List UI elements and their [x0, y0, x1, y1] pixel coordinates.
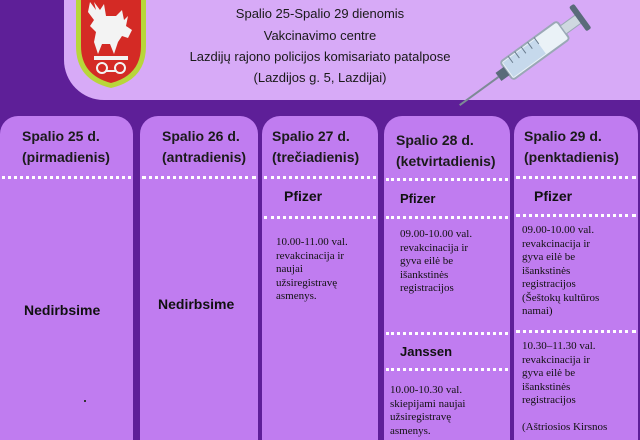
- slot-line: (Aštriosios Kirsnos: [522, 421, 608, 433]
- day-column-friday: [514, 116, 638, 440]
- slot-line: skiepijami naujai: [390, 397, 466, 410]
- divider: [264, 216, 376, 219]
- slot-line: gyva eilė be: [400, 255, 454, 267]
- divider: [386, 178, 508, 181]
- status-closed: Nedirbsime: [24, 302, 101, 318]
- header-address: (Lazdijos g. 5, Lazdijai): [253, 70, 387, 85]
- slot-line: gyva eilė be: [522, 251, 576, 263]
- day-date: Spalio 29 d.: [524, 128, 602, 144]
- slot-line: registracijos: [522, 278, 576, 290]
- slot-line: (Šeštokų kultūros: [522, 291, 600, 304]
- slot-line: 10.00-10.30 val.: [390, 384, 463, 396]
- syringe-icon: [454, 0, 604, 112]
- slot-line: registracijos: [522, 394, 576, 406]
- day-weekday: (pirmadienis): [22, 149, 110, 165]
- divider: [264, 176, 376, 179]
- slot-line: gyva eilė be: [522, 367, 576, 379]
- slot-details: [400, 228, 504, 296]
- vaccine-name: Pfizer: [400, 191, 436, 206]
- day-weekday: (penktadienis): [524, 149, 619, 165]
- slot-line: asmenys.: [390, 424, 431, 437]
- slot-line: revakcinacija ir: [522, 237, 591, 250]
- day-column-thursday: [384, 116, 510, 440]
- slot-line: užsiregistravę: [390, 411, 452, 423]
- divider: [386, 216, 508, 219]
- divider: [516, 214, 636, 217]
- divider: [516, 330, 636, 333]
- slot-details: [276, 236, 372, 304]
- day-weekday: (ketvirtadienis): [396, 153, 496, 169]
- slot-line: namai): [522, 305, 553, 317]
- slot-line: 09.00-10.00 val.: [400, 228, 473, 240]
- divider: [516, 176, 636, 179]
- slot-line: išankstinės: [400, 268, 449, 281]
- header-location-name: Vakcinavimo centre: [263, 28, 377, 43]
- slot-details: [522, 340, 632, 435]
- divider: [386, 332, 508, 335]
- vaccine-name: Janssen: [400, 344, 453, 359]
- divider: [142, 176, 256, 179]
- slot-line: [522, 408, 632, 422]
- slot-line: 10.00-11.00 val.: [276, 236, 348, 248]
- slot-line: naujai: [276, 263, 303, 275]
- slot-line: asmenys.: [276, 290, 317, 302]
- divider: [2, 176, 131, 179]
- slot-line: registracijos: [400, 282, 454, 294]
- slot-line: užsiregistravę: [276, 276, 338, 289]
- slot-line: 10.30–11.30 val.: [522, 340, 596, 352]
- slot-line: išankstinės: [522, 380, 571, 393]
- slot-details: [522, 224, 632, 319]
- status-closed: Nedirbsime: [158, 296, 235, 312]
- day-column-wednesday: [262, 116, 378, 440]
- day-weekday: (trečiadienis): [272, 149, 360, 165]
- vaccine-name: Pfizer: [284, 188, 323, 204]
- header-dates: Spalio 25-Spalio 29 dienomis: [235, 6, 405, 21]
- day-column-monday: [0, 116, 133, 440]
- day-column-tuesday: [140, 116, 258, 440]
- day-weekday: (antradienis): [162, 149, 247, 165]
- day-date: Spalio 28 d.: [396, 132, 474, 148]
- header-location-detail: Lazdijų rajono policijos komisariato patalpose: [189, 49, 451, 64]
- day-date: Spalio 25 d.: [22, 128, 100, 144]
- day-date: Spalio 26 d.: [162, 128, 240, 144]
- slot-line: revakcinacija ir: [400, 241, 469, 254]
- slot-line: 09.00-10.00 val.: [522, 224, 595, 236]
- slot-details: [390, 384, 506, 438]
- divider: [386, 368, 508, 371]
- vaccine-name: Pfizer: [534, 188, 573, 204]
- slot-line: revakcinacija ir: [276, 249, 345, 262]
- day-date: Spalio 27 d.: [272, 128, 350, 144]
- slot-line: revakcinacija ir: [522, 353, 591, 366]
- decorative-dot: [84, 400, 86, 402]
- slot-line: išankstinės: [522, 264, 571, 277]
